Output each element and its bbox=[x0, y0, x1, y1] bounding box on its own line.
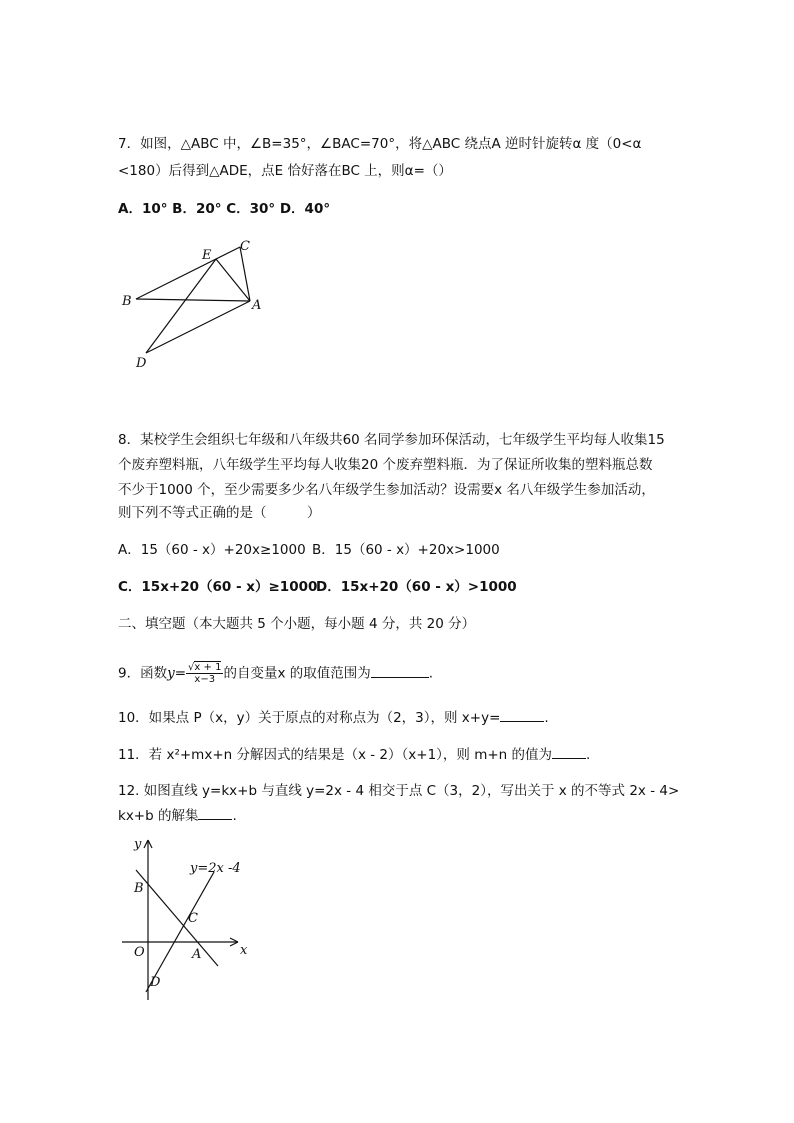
q8-option-c: C．15x+20（60 - x）≥1000 bbox=[118, 579, 318, 595]
label-y: y bbox=[134, 837, 142, 852]
q7-triangle-figure bbox=[118, 235, 278, 375]
segment-DA bbox=[146, 301, 250, 353]
q10-answer-blank bbox=[500, 707, 544, 722]
q8-option-b: B．15（60 - x）+20x>1000 bbox=[312, 542, 500, 558]
q8-option-a: A．15（60 - x）+20x≥1000 bbox=[118, 542, 306, 558]
segment-BC bbox=[136, 247, 240, 299]
q9-prefix: 9．函数 bbox=[118, 665, 168, 682]
q12-line2-text: kx+b 的解集 bbox=[118, 808, 199, 824]
q11 bbox=[118, 744, 590, 765]
q11-end: . bbox=[586, 747, 591, 763]
q9-suffix: 的自变量x 的取值范围为 bbox=[223, 665, 371, 682]
label-B: B bbox=[122, 294, 132, 309]
label-A: A bbox=[252, 298, 262, 313]
label-B: B bbox=[134, 881, 144, 896]
section-2-heading: 二、填空题（本大题共 5 个小题，每小题 4 分，共 20 分） bbox=[118, 616, 476, 632]
q9-numerator: √x + 1 bbox=[188, 662, 222, 673]
segment-ED bbox=[146, 259, 216, 353]
label-C: C bbox=[240, 239, 250, 254]
label-x: x bbox=[240, 943, 248, 958]
q11-answer-blank bbox=[552, 744, 586, 759]
q8-line2: 个废弃塑料瓶，八年级学生平均每人收集20 个废弃塑料瓶．为了保证所收集的塑料瓶总数 bbox=[118, 457, 653, 473]
q11-text: 11．若 x²+mx+n 分解因式的结果是（x - 2）（x+1），则 m+n 的值为 bbox=[118, 747, 553, 763]
segment-CA bbox=[240, 247, 250, 301]
q9 bbox=[118, 662, 433, 685]
q10-text: 10．如果点 P（x，y）关于原点的对称点为（2，3），则 x+y= bbox=[118, 710, 501, 726]
q10 bbox=[118, 707, 549, 728]
q12-line1: 12. 如图直线 y=kx+b 与直线 y=2x - 4 相交于点 C（3，2），写出关于 x 的不等式 2x - 4> bbox=[118, 783, 680, 799]
q12-answer-blank bbox=[198, 805, 232, 820]
q9-denominator: x−3 bbox=[194, 674, 216, 685]
y-axis-arrow-left bbox=[144, 840, 148, 848]
label-C: C bbox=[188, 911, 198, 926]
label-D: D bbox=[136, 356, 147, 371]
label-line-equation: y=2x -4 bbox=[190, 861, 241, 876]
segment-EA bbox=[216, 259, 250, 301]
q12-line2 bbox=[118, 805, 237, 826]
q9-answer-blank bbox=[371, 663, 429, 678]
q10-end: . bbox=[544, 710, 549, 726]
q12-graph-figure bbox=[118, 832, 268, 1008]
q7-options: A．10° B．20° C．30° D．40° bbox=[118, 201, 331, 217]
y-axis-arrow-right bbox=[148, 840, 152, 848]
q8-option-d: D．15x+20（60 - x）>1000 bbox=[316, 579, 517, 595]
q9-equals: = bbox=[174, 665, 187, 682]
q8-line3: 不少于1000 个，至少需要多少名八年级学生参加活动？设需要x 名八年级学生参加活动， bbox=[118, 482, 655, 498]
label-A: A bbox=[192, 947, 202, 962]
q9-end: . bbox=[428, 665, 434, 682]
line-2x-4 bbox=[146, 872, 214, 992]
q9-func-var: y bbox=[167, 665, 175, 682]
q7-line1: 7．如图，△ABC 中，∠B=35°，∠BAC=70°，将△ABC 绕点A 逆时针旋转α 度（0<α bbox=[118, 136, 642, 152]
segment-BA bbox=[136, 299, 250, 301]
q8-line1: 8．某校学生会组织七年级和八年级共60 名同学参加环保活动，七年级学生平均每人收集15 bbox=[118, 432, 665, 448]
q7-line2: <180）后得到△ADE，点E 恰好落在BC 上，则α=（） bbox=[118, 163, 452, 179]
q8-line4: 则下列不等式正确的是（ ） bbox=[118, 505, 321, 521]
label-D: D bbox=[150, 975, 161, 990]
q9-fraction bbox=[186, 662, 223, 685]
q12-end: . bbox=[232, 808, 237, 824]
label-O: O bbox=[134, 945, 145, 960]
label-E: E bbox=[202, 248, 212, 263]
